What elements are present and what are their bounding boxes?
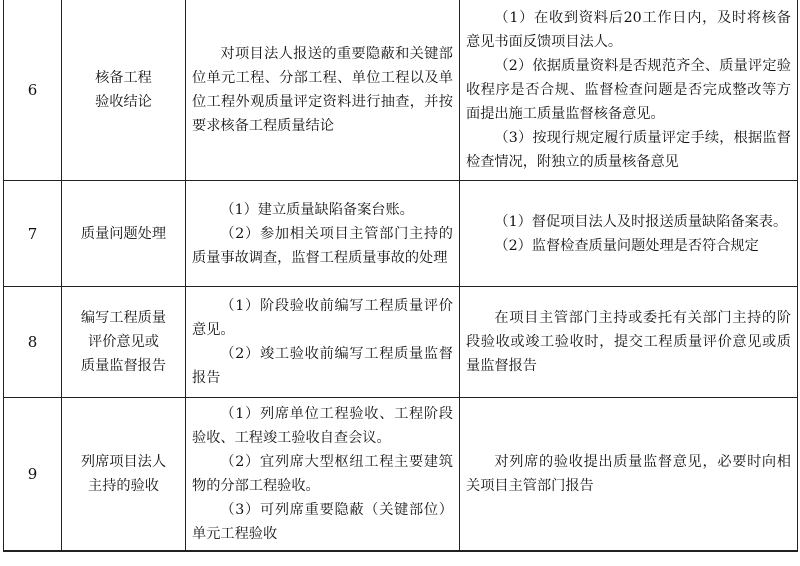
table-row (4, 398, 798, 552)
item-name (62, 181, 186, 287)
item-name (62, 398, 186, 552)
content-paragraph: （1）列席单位工程验收、工程阶段验收、工程竣工验收自查会议。 (192, 406, 453, 446)
content-paragraph: （1）阶段验收前编写工程质量评价意见。 (192, 298, 453, 338)
item-name-line: 主持的验收 (88, 478, 159, 494)
item-name-line: 质量监督报告 (80, 358, 167, 374)
item-name-line: 列席项目法人 (80, 454, 167, 470)
item-name-line: 评价意见或 (88, 334, 159, 350)
content-paragraph: 对项目法人报送的重要隐蔽和关键部位单元工程、分部工程、单位工程以及单位工程外观质量评定资料进行抽查，并按要求核备工程质量结论 (192, 46, 453, 134)
content-paragraph: （2）竣工验收前编写工程质量监督报告 (192, 346, 453, 386)
requirement-paragraph: （2）依据质量资料是否规范齐全、质量评定验收程序是否合规、监督检查问题是否完成整改等方面提出施工质量监督核备意见。 (466, 58, 791, 122)
requirement-paragraph: 在项目主管部门主持或委托有关部门主持的阶段验收或竣工验收时，提交工程质量评价意见或质量监督报告 (466, 310, 791, 374)
item-name (62, 0, 186, 181)
requirement-paragraph: （3）按现行规定履行质量评定手续，根据监督检查情况，附独立的质量核备意见 (466, 130, 791, 170)
work-requirements (460, 181, 798, 287)
content-paragraph: （1）建立质量缺陷备案台账。 (220, 201, 414, 218)
table-row (4, 287, 798, 398)
work-content (186, 287, 460, 398)
row-number: 8 (4, 287, 62, 398)
requirement-paragraph: 对列席的验收提出质量监督意见，必要时向相关项目主管部门报告 (466, 454, 791, 494)
requirement-paragraph: （1）督促项目法人及时报送质量缺陷备案表。 (494, 213, 788, 230)
item-name (62, 287, 186, 398)
requirement-paragraph: （2）监督检查质量问题处理是否符合规定 (494, 237, 759, 254)
requirement-paragraph: （1）在收到资料后20工作日内，及时将核备意见书面反馈项目法人。 (466, 10, 791, 50)
work-requirements (460, 287, 798, 398)
row-number: 6 (4, 0, 62, 181)
item-name-line: 核备工程 (95, 70, 152, 86)
item-name-line: 编写工程质量 (80, 310, 167, 326)
content-paragraph: （2）宜列席大型枢纽工程主要建筑物的分部工程验收。 (192, 454, 453, 494)
row-number: 9 (4, 398, 62, 552)
work-requirements (460, 0, 798, 181)
item-name-line: 质量问题处理 (80, 225, 167, 242)
content-paragraph: （3）可列席重要隐蔽（关键部位）单元工程验收 (192, 502, 453, 542)
row-number: 7 (4, 181, 62, 287)
quality-supervision-table (3, 0, 798, 552)
item-name-line: 验收结论 (95, 94, 152, 110)
table-row (4, 0, 798, 181)
work-content (186, 0, 460, 181)
table-row (4, 181, 798, 287)
work-requirements (460, 398, 798, 552)
work-content (186, 398, 460, 552)
work-content (186, 181, 460, 287)
content-paragraph: （2）参加相关项目主管部门主持的质量事故调查，监督工程质量事故的处理 (192, 225, 453, 266)
